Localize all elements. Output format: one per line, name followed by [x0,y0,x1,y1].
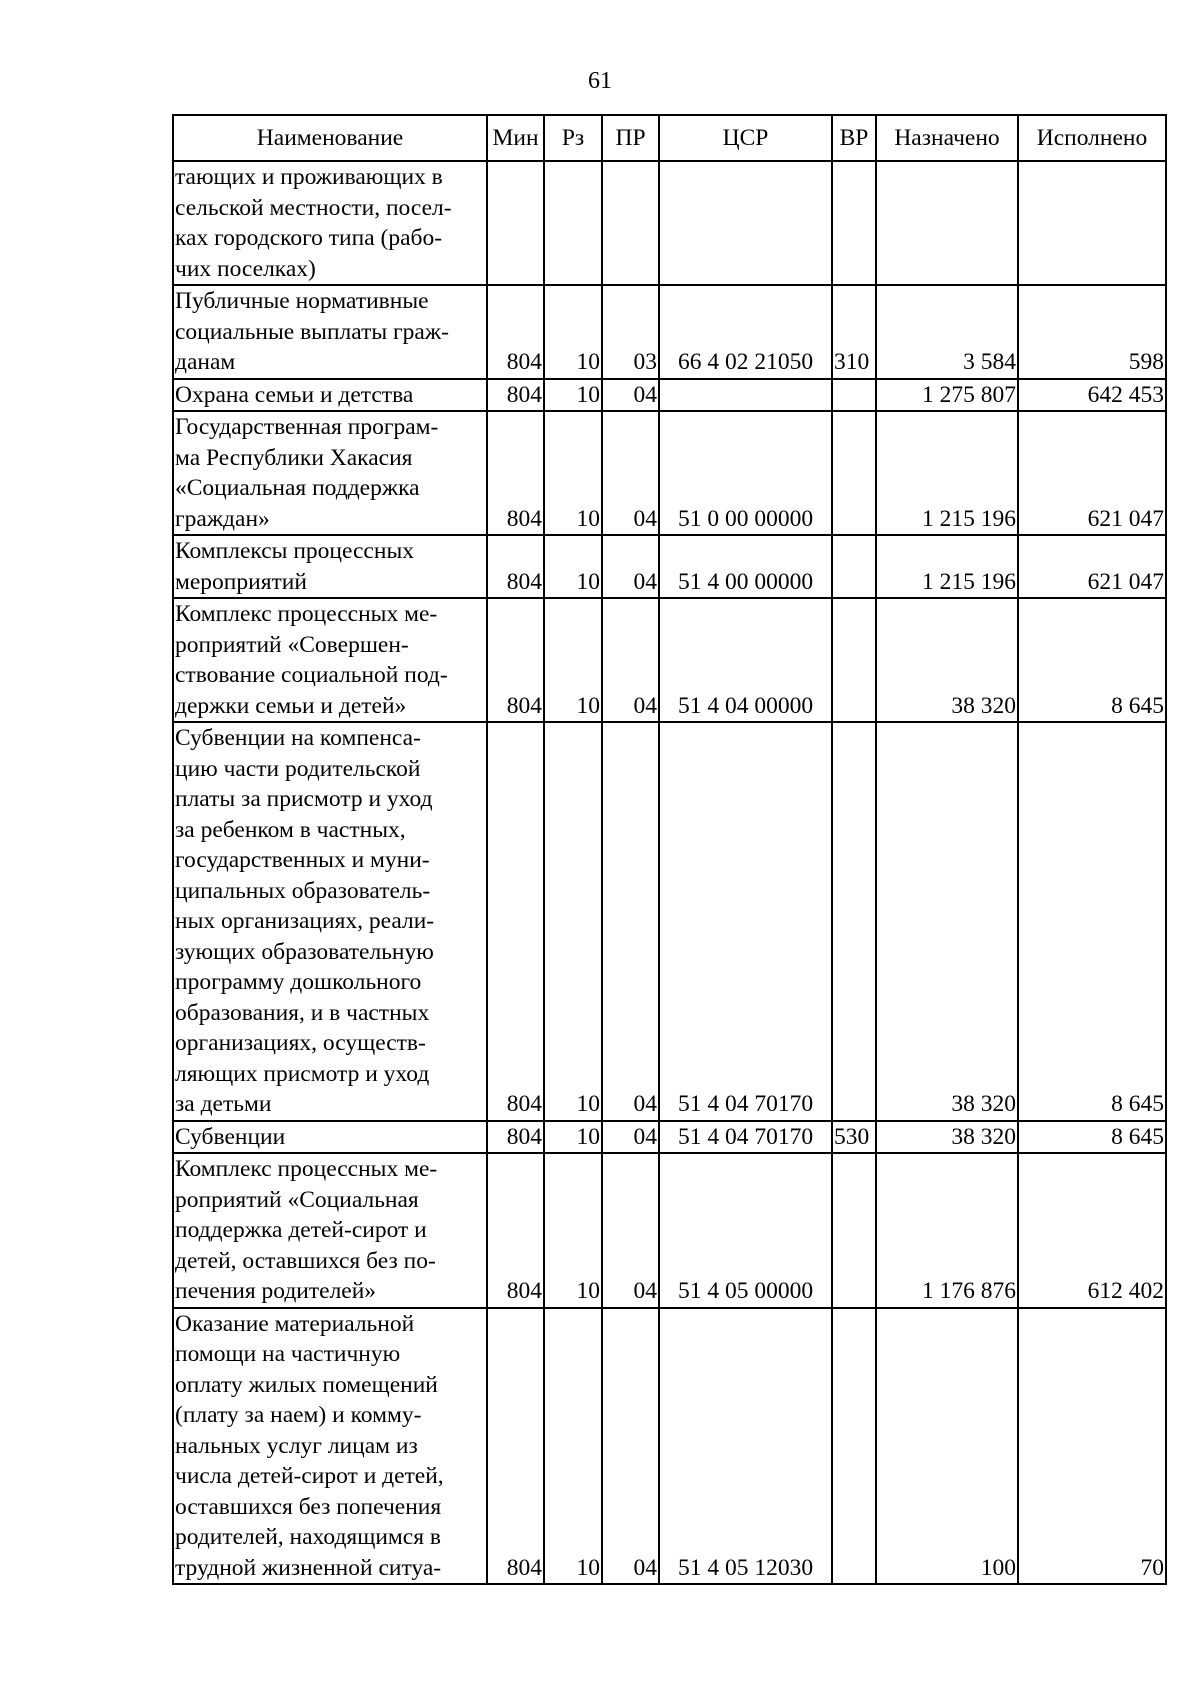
row-pr-cell: 04 [602,598,659,722]
row-assigned-cell: 38 320 [876,1121,1018,1154]
row-min-cell: 804 [487,379,544,412]
row-rz-cell [544,161,602,285]
table-header-row [173,115,1166,161]
row-name-cell: Публичные нормативные социальные выплаты граж- данам [173,285,487,379]
row-executed-cell: 612 402 [1018,1153,1166,1308]
table-row [173,1153,1166,1308]
row-executed-cell: 621 047 [1018,535,1166,598]
header-assigned: Назначено [876,115,1018,161]
row-assigned-cell: 1 215 196 [876,535,1018,598]
table-row [173,285,1166,379]
row-vr-cell [832,379,876,412]
row-executed-cell: 8 645 [1018,722,1166,1121]
table-row [173,598,1166,722]
row-csr-cell: 51 4 05 12030 [659,1308,832,1585]
row-assigned-cell [876,161,1018,285]
row-vr-cell [832,411,876,535]
row-min-cell: 804 [487,285,544,379]
header-min: Мин [487,115,544,161]
budget-table [172,114,1167,1585]
row-executed-cell: 8 645 [1018,598,1166,722]
table-row [173,411,1166,535]
row-pr-cell: 04 [602,1153,659,1308]
row-assigned-cell: 38 320 [876,598,1018,722]
row-pr-cell: 04 [602,535,659,598]
row-pr-cell: 04 [602,722,659,1121]
row-assigned-cell: 3 584 [876,285,1018,379]
row-name-cell: Комплексы процессных мероприятий [173,535,487,598]
row-pr-cell: 04 [602,411,659,535]
row-csr-cell [659,161,832,285]
table-row [173,722,1166,1121]
row-rz-cell: 10 [544,722,602,1121]
row-vr-cell [832,1153,876,1308]
row-pr-cell: 03 [602,285,659,379]
table-row [173,1121,1166,1154]
row-csr-cell: 51 4 04 70170 [659,722,832,1121]
row-csr-cell: 51 4 05 00000 [659,1153,832,1308]
row-name-cell: Государственная програм- ма Республики Хакасия «Социальная поддержка граждан» [173,411,487,535]
row-csr-cell: 51 4 04 70170 [659,1121,832,1154]
row-vr-cell [832,161,876,285]
row-assigned-cell: 100 [876,1308,1018,1585]
row-pr-cell: 04 [602,379,659,412]
row-name-cell: Охрана семьи и детства [173,379,487,412]
row-name-cell: тающих и проживающих в сельской местности, посел- ках городского типа (рабо- чих поселках) [173,161,487,285]
row-rz-cell: 10 [544,1153,602,1308]
row-vr-cell [832,598,876,722]
header-csr: ЦСР [659,115,832,161]
row-rz-cell: 10 [544,411,602,535]
row-min-cell: 804 [487,722,544,1121]
header-name: Наименование [173,115,487,161]
row-assigned-cell: 1 275 807 [876,379,1018,412]
row-assigned-cell: 1 215 196 [876,411,1018,535]
row-csr-cell: 51 0 00 00000 [659,411,832,535]
row-name-cell: Оказание материальной помощи на частичную оплату жилых помещений (плату за наем) и комму- нальных услуг лицам из числа детей-сирот и детей, оставшихся без попечения родителей, находящимся в трудной жизненной ситуа- [173,1308,487,1585]
row-executed-cell: 642 453 [1018,379,1166,412]
table-row [173,379,1166,412]
table-row [173,1308,1166,1585]
row-pr-cell: 04 [602,1308,659,1585]
row-vr-cell [832,722,876,1121]
header-rz: Рз [544,115,602,161]
row-csr-cell [659,379,832,412]
header-executed: Исполнено [1018,115,1166,161]
table-row [173,161,1166,285]
row-pr-cell: 04 [602,1121,659,1154]
page-number: 61 [588,68,612,94]
row-min-cell: 804 [487,411,544,535]
row-rz-cell: 10 [544,598,602,722]
row-name-cell: Комплекс процессных ме- роприятий «Совершен- ствование социальной под- держки семьи и детей» [173,598,487,722]
row-min-cell: 804 [487,1308,544,1585]
row-min-cell: 804 [487,535,544,598]
row-name-cell: Субвенции на компенса- цию части родительской платы за присмотр и уход за ребенком в частных, государственных и муни- ципальных образователь- ных организациях, реали- зующих образовательную программу дошкольного образования, и в частных организациях, осуществ- ляющих присмотр и уход за детьми [173,722,487,1121]
row-min-cell: 804 [487,1153,544,1308]
row-rz-cell: 10 [544,535,602,598]
row-pr-cell [602,161,659,285]
row-executed-cell: 598 [1018,285,1166,379]
row-assigned-cell: 38 320 [876,722,1018,1121]
row-rz-cell: 10 [544,1121,602,1154]
row-vr-cell: 530 [832,1121,876,1154]
row-executed-cell [1018,161,1166,285]
row-min-cell [487,161,544,285]
row-min-cell: 804 [487,598,544,722]
header-pr: ПР [602,115,659,161]
row-executed-cell: 621 047 [1018,411,1166,535]
row-rz-cell: 10 [544,285,602,379]
row-rz-cell: 10 [544,379,602,412]
row-csr-cell: 51 4 00 00000 [659,535,832,598]
row-vr-cell [832,1308,876,1585]
row-rz-cell: 10 [544,1308,602,1585]
row-min-cell: 804 [487,1121,544,1154]
table-row [173,535,1166,598]
header-vr: ВР [832,115,876,161]
row-executed-cell: 70 [1018,1308,1166,1585]
row-name-cell: Субвенции [173,1121,487,1154]
row-assigned-cell: 1 176 876 [876,1153,1018,1308]
row-vr-cell [832,535,876,598]
row-csr-cell: 51 4 04 00000 [659,598,832,722]
row-executed-cell: 8 645 [1018,1121,1166,1154]
row-csr-cell: 66 4 02 21050 [659,285,832,379]
row-name-cell: Комплекс процессных ме- роприятий «Социальная поддержка детей-сирот и детей, оставшихся без по- печения родителей» [173,1153,487,1308]
row-vr-cell: 310 [832,285,876,379]
